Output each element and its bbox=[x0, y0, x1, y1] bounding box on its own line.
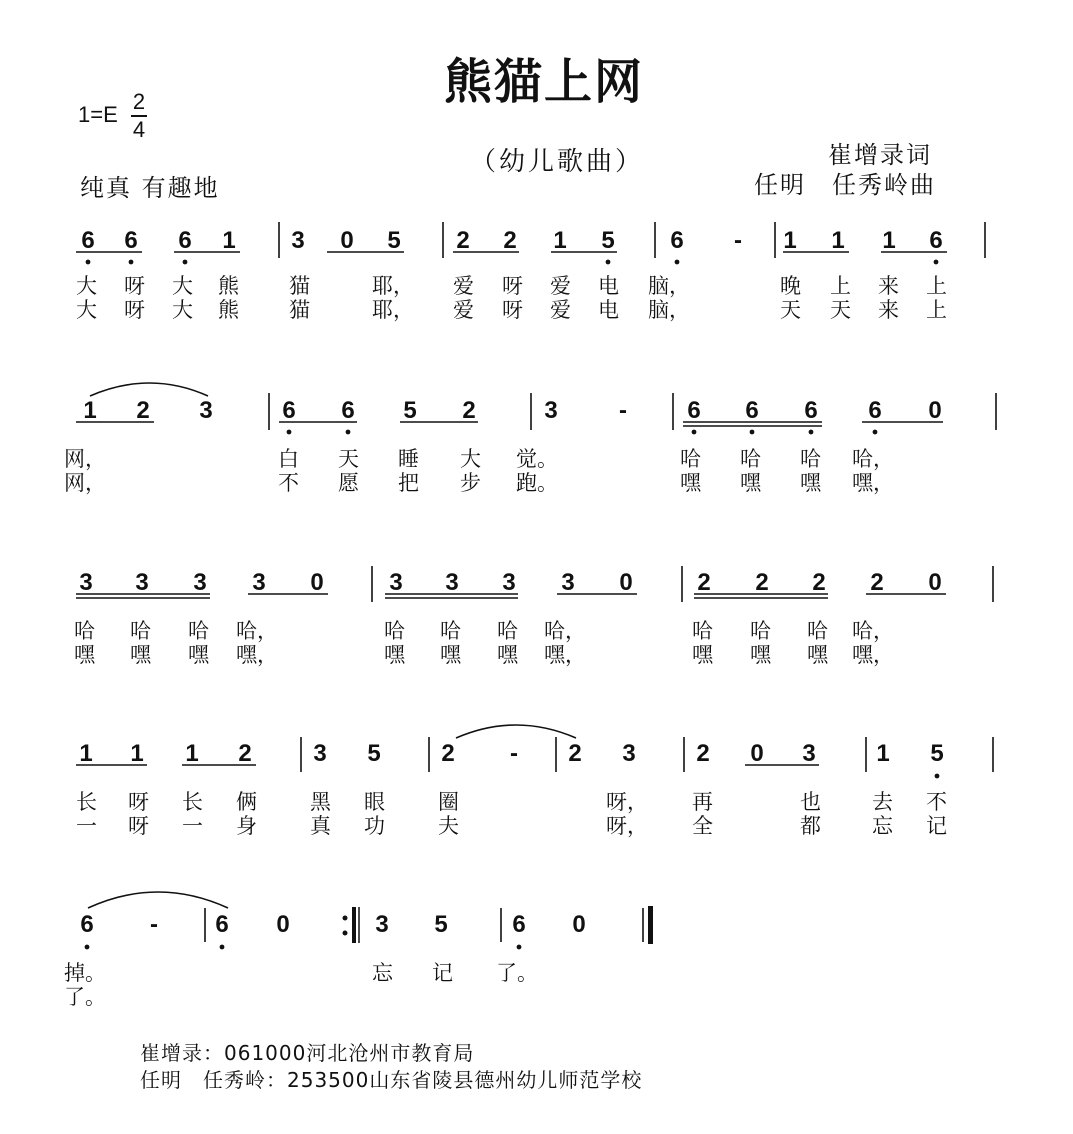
octave-dot bbox=[183, 260, 188, 265]
lyric: 嘿 bbox=[384, 643, 405, 667]
octave-dot bbox=[346, 430, 351, 435]
lyric: 熊 bbox=[218, 274, 239, 298]
lyric: 哈 bbox=[497, 619, 518, 643]
note: 6 bbox=[178, 227, 192, 254]
lyric: 呀， bbox=[606, 790, 648, 814]
lyric: 忘 bbox=[872, 814, 893, 838]
repeat-dot bbox=[343, 931, 348, 936]
lyric: 哈， bbox=[852, 619, 894, 643]
lyric: 哈， bbox=[852, 447, 894, 471]
lyric: 猫 bbox=[289, 274, 310, 298]
lyric: 一 bbox=[76, 814, 97, 838]
lyric: 跑。 bbox=[516, 471, 558, 495]
lyric: 哈， bbox=[544, 619, 586, 643]
note: 5 bbox=[434, 911, 448, 938]
time-signature-numerator: 2 bbox=[132, 89, 146, 114]
lyric: 真 bbox=[310, 814, 331, 838]
octave-dot bbox=[85, 945, 90, 950]
lyric: 长 bbox=[182, 790, 203, 814]
lyric: 忘 bbox=[372, 961, 393, 985]
note: 2 bbox=[755, 569, 769, 596]
lyric: 嘿， bbox=[544, 643, 586, 667]
lyric: 呀 bbox=[128, 790, 149, 814]
lyric: 电 bbox=[598, 298, 619, 322]
note: 3 bbox=[252, 569, 266, 596]
slur bbox=[90, 383, 208, 396]
lyric: 嘿 bbox=[750, 643, 771, 667]
lyric: 熊 bbox=[218, 298, 239, 322]
lyric: 嘿 bbox=[800, 471, 821, 495]
lyric: 上 bbox=[926, 274, 947, 298]
lyric: 哈 bbox=[750, 619, 771, 643]
note: 3 bbox=[199, 397, 213, 424]
lyric: 天 bbox=[830, 298, 851, 322]
note: 1 bbox=[83, 397, 97, 424]
note: 6 bbox=[804, 397, 818, 424]
lyric: 记 bbox=[432, 961, 453, 985]
lyric: 不 bbox=[278, 471, 299, 495]
octave-dot bbox=[675, 260, 680, 265]
octave-dot bbox=[220, 945, 225, 950]
lyric: 晚 bbox=[780, 274, 801, 298]
lyric: 嘿 bbox=[497, 643, 518, 667]
note: 6 bbox=[929, 227, 943, 254]
lyric: 全 bbox=[692, 814, 713, 838]
lyric: 电 bbox=[598, 274, 619, 298]
lyric: 掉。 bbox=[64, 961, 106, 985]
lyric: 哈 bbox=[740, 447, 761, 471]
lyric: 步 bbox=[460, 471, 481, 495]
note: 2 bbox=[568, 740, 582, 767]
footer-address-lyricist: 崔增录：061000河北沧州市教育局 bbox=[140, 1041, 475, 1065]
octave-dot bbox=[86, 260, 91, 265]
lyric: 耶， bbox=[372, 274, 414, 298]
note-dash: - bbox=[619, 397, 627, 424]
lyricist-credit: 崔增录词 bbox=[828, 141, 932, 169]
lyric: 嘿 bbox=[440, 643, 461, 667]
note: 1 bbox=[831, 227, 845, 254]
lyric: 把 bbox=[398, 471, 419, 495]
octave-dot bbox=[873, 430, 878, 435]
lyric: 嘿 bbox=[74, 643, 95, 667]
octave-dot bbox=[606, 260, 611, 265]
lyric: 了。 bbox=[496, 961, 538, 985]
note: 1 bbox=[130, 740, 144, 767]
note: 0 bbox=[310, 569, 324, 596]
note: 2 bbox=[136, 397, 150, 424]
lyric: 大 bbox=[460, 447, 481, 471]
repeat-dot bbox=[343, 916, 348, 921]
octave-dot bbox=[750, 430, 755, 435]
lyric: 哈 bbox=[807, 619, 828, 643]
lyric: 哈 bbox=[800, 447, 821, 471]
lyric: 嘿 bbox=[188, 643, 209, 667]
footer-address-composers: 任明 任秀岭：253500山东省陵县德州幼儿师范学校 bbox=[140, 1068, 643, 1092]
note: 1 bbox=[783, 227, 797, 254]
lyric: 黑 bbox=[310, 790, 331, 814]
note: 3 bbox=[291, 227, 305, 254]
lyric: 呀 bbox=[124, 274, 145, 298]
note: 2 bbox=[697, 569, 711, 596]
lyric: 去 bbox=[872, 790, 893, 814]
lyric: 呀 bbox=[124, 298, 145, 322]
lyric: 爱 bbox=[453, 274, 474, 298]
key-signature: 1=E bbox=[78, 102, 118, 127]
song-title: 熊猫上网 bbox=[444, 54, 645, 110]
lyric: 猫 bbox=[289, 298, 310, 322]
note: 0 bbox=[276, 911, 290, 938]
lyric: 觉。 bbox=[516, 447, 558, 471]
lyric: 大 bbox=[172, 298, 193, 322]
note: 3 bbox=[561, 569, 575, 596]
note: 6 bbox=[80, 911, 94, 938]
slur bbox=[456, 725, 576, 738]
lyric: 哈 bbox=[692, 619, 713, 643]
note: 1 bbox=[222, 227, 236, 254]
note: 0 bbox=[572, 911, 586, 938]
note: 5 bbox=[930, 740, 944, 767]
note: 6 bbox=[745, 397, 759, 424]
octave-dot bbox=[517, 945, 522, 950]
lyric: 上 bbox=[830, 274, 851, 298]
lyric: 爱 bbox=[550, 274, 571, 298]
note: 6 bbox=[512, 911, 526, 938]
lyric: 哈 bbox=[440, 619, 461, 643]
note: 3 bbox=[544, 397, 558, 424]
note: 5 bbox=[403, 397, 417, 424]
lyric: 哈 bbox=[188, 619, 209, 643]
lyric: 嘿 bbox=[692, 643, 713, 667]
octave-dot bbox=[287, 430, 292, 435]
lyric: 白 bbox=[278, 447, 299, 471]
note: 3 bbox=[389, 569, 403, 596]
lyric: 大 bbox=[76, 274, 97, 298]
note: 2 bbox=[870, 569, 884, 596]
lyric: 爱 bbox=[550, 298, 571, 322]
note: 2 bbox=[696, 740, 710, 767]
lyric: 身 bbox=[236, 814, 257, 838]
lyric: 睡 bbox=[398, 447, 419, 471]
note: 3 bbox=[79, 569, 93, 596]
song-subtitle: （幼儿歌曲） bbox=[470, 147, 645, 177]
note: 2 bbox=[812, 569, 826, 596]
lyric: 俩 bbox=[236, 790, 257, 814]
lyric: 天 bbox=[780, 298, 801, 322]
lyric: 不 bbox=[926, 790, 947, 814]
octave-dot bbox=[129, 260, 134, 265]
note: 3 bbox=[802, 740, 816, 767]
octave-dot bbox=[809, 430, 814, 435]
note: 3 bbox=[375, 911, 389, 938]
lyric: 上 bbox=[926, 298, 947, 322]
note: 0 bbox=[619, 569, 633, 596]
note: 6 bbox=[341, 397, 355, 424]
lyric: 大 bbox=[172, 274, 193, 298]
lyric: 网， bbox=[64, 447, 106, 471]
note: 0 bbox=[928, 397, 942, 424]
lyric: 耶， bbox=[372, 298, 414, 322]
tempo-marking: 纯真 有趣地 bbox=[80, 174, 220, 202]
lyric: 圈 bbox=[438, 790, 459, 814]
lyric: 功 bbox=[364, 814, 385, 838]
lyric: 哈 bbox=[130, 619, 151, 643]
note: 3 bbox=[622, 740, 636, 767]
lyric: 哈 bbox=[680, 447, 701, 471]
lyric: 脑， bbox=[648, 298, 690, 322]
note: 3 bbox=[193, 569, 207, 596]
lyric: 长 bbox=[76, 790, 97, 814]
note: 1 bbox=[553, 227, 567, 254]
note: 6 bbox=[215, 911, 229, 938]
note: 1 bbox=[185, 740, 199, 767]
lyric: 哈 bbox=[74, 619, 95, 643]
lyric: 一 bbox=[182, 814, 203, 838]
lyric: 愿 bbox=[338, 471, 359, 495]
lyric: 嘿， bbox=[852, 471, 894, 495]
note-dash: - bbox=[734, 227, 742, 254]
octave-dot bbox=[934, 260, 939, 265]
note: 0 bbox=[340, 227, 354, 254]
note: 6 bbox=[124, 227, 138, 254]
lyric: 记 bbox=[926, 814, 947, 838]
composer-credit: 任明 任秀岭曲 bbox=[754, 171, 936, 199]
note: 5 bbox=[367, 740, 381, 767]
lyric: 呀， bbox=[606, 814, 648, 838]
lyric: 再 bbox=[692, 790, 713, 814]
octave-dot bbox=[935, 774, 940, 779]
lyric: 也 bbox=[800, 790, 821, 814]
note: 3 bbox=[502, 569, 516, 596]
lyric: 嘿 bbox=[740, 471, 761, 495]
lyric: 网， bbox=[64, 471, 106, 495]
note: 1 bbox=[876, 740, 890, 767]
note: 6 bbox=[81, 227, 95, 254]
note: 1 bbox=[882, 227, 896, 254]
lyric: 呀 bbox=[128, 814, 149, 838]
note: 5 bbox=[387, 227, 401, 254]
note: 2 bbox=[238, 740, 252, 767]
note: 6 bbox=[670, 227, 684, 254]
lyric: 都 bbox=[800, 814, 821, 838]
octave-dot bbox=[692, 430, 697, 435]
lyric: 嘿 bbox=[680, 471, 701, 495]
lyric: 嘿， bbox=[236, 643, 278, 667]
lyric: 哈 bbox=[384, 619, 405, 643]
note: 3 bbox=[445, 569, 459, 596]
note: 2 bbox=[456, 227, 470, 254]
final-barline-thick bbox=[648, 906, 653, 944]
lyric: 嘿 bbox=[130, 643, 151, 667]
lyric: 夫 bbox=[438, 814, 459, 838]
lyric: 嘿 bbox=[807, 643, 828, 667]
note-dash: - bbox=[150, 911, 158, 938]
lyric: 脑， bbox=[648, 274, 690, 298]
note: 0 bbox=[750, 740, 764, 767]
note-dash: - bbox=[510, 740, 518, 767]
repeat-bar-thick bbox=[352, 907, 356, 943]
note: 1 bbox=[79, 740, 93, 767]
time-signature-denominator: 4 bbox=[132, 117, 146, 142]
lyric: 大 bbox=[76, 298, 97, 322]
slur bbox=[88, 892, 228, 908]
lyric: 了。 bbox=[64, 985, 106, 1009]
lyric: 呀 bbox=[502, 274, 523, 298]
lyric: 天 bbox=[338, 447, 359, 471]
lyric: 爱 bbox=[453, 298, 474, 322]
lyric: 呀 bbox=[502, 298, 523, 322]
note: 2 bbox=[503, 227, 517, 254]
lyric: 嘿， bbox=[852, 643, 894, 667]
lyric: 来 bbox=[878, 298, 899, 322]
lyric: 眼 bbox=[364, 790, 385, 814]
note: 2 bbox=[462, 397, 476, 424]
note: 6 bbox=[687, 397, 701, 424]
note: 2 bbox=[441, 740, 455, 767]
note: 5 bbox=[601, 227, 615, 254]
note: 0 bbox=[928, 569, 942, 596]
note: 3 bbox=[313, 740, 327, 767]
note: 6 bbox=[282, 397, 296, 424]
lyric: 哈， bbox=[236, 619, 278, 643]
note: 3 bbox=[135, 569, 149, 596]
note: 6 bbox=[868, 397, 882, 424]
lyric: 来 bbox=[878, 274, 899, 298]
